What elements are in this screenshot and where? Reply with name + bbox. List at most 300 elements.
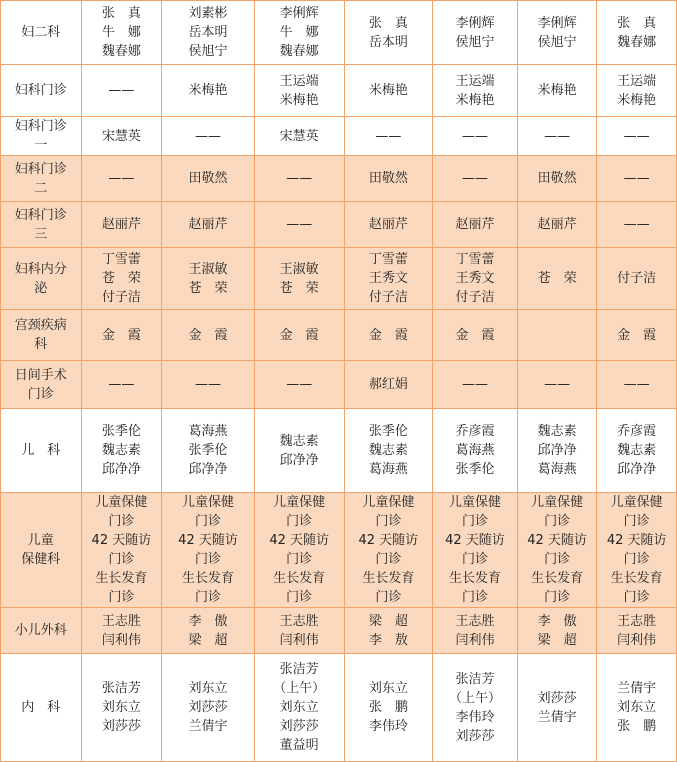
staff-name: 张季伦 [455,462,495,477]
department-label: 科 [34,337,48,352]
schedule-cell [344,310,433,361]
staff-name: 张洁芳 [101,681,141,696]
schedule-cell [81,654,162,762]
no-schedule-dash: —— [461,377,488,392]
staff-name: 李俐辉 [537,15,577,31]
staff-name: 门诊 [623,514,650,529]
staff-name: 兰倩宇 [188,719,228,734]
schedule-cell [81,65,162,117]
schedule-cell [162,1,255,65]
schedule-cell [597,310,677,361]
schedule-cell [162,608,255,654]
staff-name: 付子洁 [455,290,495,305]
schedule-cell [344,156,433,202]
staff-name: 魏志素 [279,433,319,449]
schedule-cell [344,608,433,654]
schedule-cell [517,310,597,361]
staff-name: 儿童保健 [95,495,148,510]
department-cell [1,202,82,248]
staff-name: 刘莎莎 [455,728,495,744]
department-label: 妇科门诊 [14,119,67,134]
table-row [1,202,677,248]
staff-name: 苍 荣 [279,280,319,296]
no-schedule-dash: —— [623,128,650,144]
table-row [1,248,677,310]
staff-name: 赵丽芹 [188,217,228,232]
table-row [1,310,677,361]
staff-name: 张季伦 [368,424,408,439]
schedule-cell [162,156,255,202]
staff-name: 张 真 [617,15,657,31]
staff-name: 42 天随访 [178,533,238,548]
department-label: 三 [34,226,48,242]
schedule-cell [344,65,433,117]
staff-name: 丁雪蕾 [368,252,408,267]
department-cell [1,156,82,202]
staff-name: 宋慧英 [101,128,141,144]
schedule-cell [517,654,597,762]
schedule-cell [254,493,344,608]
staff-name: 郝红娟 [368,377,408,392]
staff-name: 生长发育 [448,571,501,586]
staff-name: 儿童保健 [273,495,326,510]
schedule-cell [254,202,344,248]
schedule-cell [344,493,433,608]
schedule-cell [162,310,255,361]
schedule-cell [254,310,344,361]
schedule-cell [433,65,518,117]
staff-name: 葛海燕 [537,462,577,477]
staff-name: 魏春娜 [101,44,141,59]
staff-name: 金 霞 [455,327,495,343]
staff-name: 闫利伟 [101,632,141,648]
staff-name: 王志胜 [617,613,657,629]
staff-name: 张 鹏 [617,719,657,734]
schedule-cell [517,493,597,608]
staff-name: 赵丽芹 [537,217,577,232]
schedule-cell [162,248,255,310]
no-schedule-dash: —— [623,217,650,232]
staff-name: 梁 超 [368,613,408,629]
no-schedule-dash: —— [108,171,135,186]
staff-name: 乔彦霞 [617,424,657,439]
schedule-cell [162,117,255,156]
schedule-cell [254,156,344,202]
no-schedule-dash: —— [544,377,571,392]
staff-name: 梁 超 [188,632,228,648]
staff-name: 赵丽芹 [455,217,495,232]
schedule-cell [344,409,433,493]
no-schedule-dash: —— [286,217,313,232]
staff-name: （上午） [273,681,326,696]
staff-name: 42 天随访 [91,533,152,548]
staff-name: 门诊 [623,590,650,605]
staff-name: 米梅艳 [279,92,319,108]
department-cell [1,117,82,156]
staff-name: 儿童保健 [182,495,235,510]
staff-name: 金 霞 [101,327,141,343]
table-row [1,156,677,202]
staff-name: 魏志素 [368,443,408,458]
staff-name: 儿童保健 [610,495,663,510]
staff-name: 王运端 [455,73,495,89]
staff-name: 董益明 [279,738,319,753]
staff-name: 葛海燕 [188,424,228,439]
staff-name: 乔彦霞 [455,424,495,439]
staff-name: 王秀文 [368,271,408,286]
staff-name: 兰倩宇 [617,681,657,696]
staff-name: 李伟玲 [368,719,408,734]
staff-name: 门诊 [461,590,488,605]
table-row [1,409,677,493]
staff-name: 刘东立 [617,700,657,715]
staff-name: 门诊 [544,590,571,605]
department-label: 妇科门诊 [14,83,67,98]
department-label: 宫颈疾病 [14,318,67,333]
schedule-cell [162,202,255,248]
department-cell [1,65,82,117]
table-row [1,117,677,156]
staff-name: 张季伦 [101,424,141,439]
schedule-cell [254,361,344,409]
staff-name: 王运端 [617,73,657,89]
staff-name: 门诊 [544,552,571,567]
staff-name: 金 霞 [279,327,319,343]
staff-name: 侯旭宁 [537,34,577,50]
staff-name: 42 天随访 [606,533,667,548]
staff-name: 生长发育 [273,571,326,586]
schedule-cell [254,65,344,117]
no-schedule-dash: —— [623,377,650,392]
schedule-cell [81,248,162,310]
staff-name: 邱净净 [188,462,228,477]
staff-name: 门诊 [286,552,313,567]
no-schedule-dash: —— [195,377,222,392]
schedule-cell [254,1,344,65]
schedule-cell [433,310,518,361]
schedule-cell [517,1,597,65]
staff-name: 王运端 [279,73,319,89]
schedule-cell [597,361,677,409]
staff-name: 门诊 [108,514,135,529]
staff-name: 李俐辉 [455,15,495,31]
schedule-cell [433,1,518,65]
staff-name: 张季伦 [188,443,228,458]
staff-name: 王志胜 [455,613,495,629]
schedule-cell [433,202,518,248]
department-cell [1,248,82,310]
schedule-cell [517,117,597,156]
department-label: 小儿外科 [14,623,67,638]
staff-name: 儿童保健 [448,495,501,510]
department-label: 儿童 [27,533,54,548]
staff-name: 王秀文 [455,271,495,286]
staff-name: 岳本明 [368,34,408,50]
staff-name: 牛 娜 [279,25,319,40]
staff-name: 李 傲 [188,613,228,629]
department-label: 一 [34,138,48,153]
staff-name: 儿童保健 [362,495,415,510]
schedule-cell [162,654,255,762]
staff-name: 门诊 [461,514,488,529]
staff-name: 赵丽芹 [368,217,408,232]
schedule-cell [162,493,255,608]
staff-name: 魏春娜 [279,44,319,59]
schedule-cell [254,654,344,762]
staff-name: 葛海燕 [368,462,408,477]
staff-name: （上午） [448,690,501,706]
staff-name: 门诊 [108,552,135,567]
schedule-cell [81,156,162,202]
table-row [1,361,677,409]
staff-name: 田敬然 [368,171,408,186]
staff-name: 兰倩宇 [537,709,577,725]
staff-name: 田敬然 [537,171,577,186]
staff-name: 门诊 [375,590,402,605]
staff-name: 刘东立 [101,700,141,715]
staff-name: 金 霞 [617,327,657,343]
schedule-cell [597,409,677,493]
schedule-cell [81,202,162,248]
staff-name: 付子洁 [101,290,141,305]
staff-name: 张 鹏 [368,700,408,715]
schedule-cell [517,608,597,654]
department-cell [1,361,82,409]
staff-name: 苍 荣 [188,280,228,296]
department-label: 妇科门诊 [14,207,67,223]
staff-name: 刘东立 [188,681,228,696]
schedule-cell [597,117,677,156]
staff-name: 邱净净 [537,443,577,458]
schedule-cell [597,156,677,202]
no-schedule-dash: —— [544,128,571,144]
department-cell [1,310,82,361]
staff-name: 门诊 [195,514,222,529]
staff-name: 米梅艳 [455,92,495,108]
staff-name: 42 天随访 [358,533,419,548]
no-schedule-dash: —— [623,171,650,186]
schedule-cell [81,493,162,608]
schedule-cell [433,248,518,310]
schedule-cell [597,654,677,762]
schedule-cell [433,361,518,409]
staff-name: 李 敖 [368,632,408,648]
schedule-cell [254,409,344,493]
staff-name: 儿童保健 [531,495,584,510]
schedule-cell [162,65,255,117]
staff-name: 梁 超 [537,632,577,648]
staff-name: 刘莎莎 [537,690,577,706]
schedule-cell [597,65,677,117]
staff-name: 张 真 [101,6,141,21]
schedule-cell [344,117,433,156]
schedule-cell [597,202,677,248]
staff-name: 门诊 [195,552,222,567]
staff-name: 门诊 [108,590,135,605]
staff-name: 侯旭宁 [455,34,495,50]
staff-name: 生长发育 [531,571,584,586]
schedule-cell [517,65,597,117]
staff-name: 刘东立 [368,681,408,696]
staff-name: 王淑敏 [279,261,319,277]
schedule-cell [597,1,677,65]
staff-name: 王淑敏 [188,261,228,277]
staff-name: 邱净净 [279,452,319,468]
staff-name: 邱净净 [101,462,141,477]
schedule-cell [254,248,344,310]
no-schedule-dash: —— [375,128,402,144]
department-label: 泌 [34,280,48,296]
staff-name: 魏志素 [101,443,141,458]
staff-name: 米梅艳 [188,83,228,98]
no-schedule-dash: —— [108,377,135,392]
schedule-cell [344,361,433,409]
staff-name: 米梅艳 [368,83,408,98]
staff-name: 金 霞 [188,327,228,343]
schedule-cell [517,361,597,409]
staff-name: 王志胜 [101,613,141,629]
staff-name: 李 傲 [537,613,577,629]
staff-name: 闫利伟 [279,632,319,648]
staff-name: 门诊 [195,590,222,605]
staff-name: 门诊 [623,552,650,567]
staff-name: 闫利伟 [617,632,657,648]
staff-name: 刘莎莎 [101,719,141,734]
department-label: 内 科 [21,700,61,715]
schedule-cell [433,409,518,493]
staff-name: 刘素彬 [188,6,228,21]
schedule-cell [517,409,597,493]
staff-name: 付子洁 [617,271,657,286]
staff-name: 李俐辉 [279,6,319,21]
schedule-cell [81,608,162,654]
schedule-cell [517,156,597,202]
department-cell [1,654,82,762]
staff-name: 刘莎莎 [279,719,319,734]
department-cell [1,608,82,654]
department-cell [1,1,82,65]
schedule-cell [433,156,518,202]
schedule-cell [517,248,597,310]
department-label: 儿 科 [21,443,61,458]
schedule-cell [254,608,344,654]
schedule-cell [433,654,518,762]
table-row [1,493,677,608]
staff-name: 付子洁 [368,290,408,305]
staff-name: 生长发育 [95,571,148,586]
staff-name: 门诊 [286,514,313,529]
table-row [1,1,677,65]
schedule-cell [344,202,433,248]
no-schedule-dash: —— [108,83,135,98]
department-label: 妇科门诊 [14,161,67,177]
staff-name: 侯旭宁 [188,44,228,59]
staff-name: 张洁芳 [455,671,495,687]
schedule-cell [433,117,518,156]
staff-name: 42 天随访 [269,533,330,548]
department-label: 保健科 [21,552,61,567]
schedule-cell [433,608,518,654]
staff-name: 葛海燕 [455,443,495,458]
staff-name: 门诊 [461,552,488,567]
staff-name: 李伟玲 [455,709,495,725]
schedule-cell [81,1,162,65]
staff-name: 门诊 [544,514,571,529]
staff-name: 生长发育 [182,571,235,586]
staff-name: 魏春娜 [617,34,657,50]
schedule-cell [344,1,433,65]
no-schedule-dash: —— [461,128,488,144]
department-label: 日间手术 [14,367,67,383]
schedule-cell [344,248,433,310]
department-label: 妇科内分 [14,261,67,277]
staff-name: 魏志素 [537,424,577,439]
staff-name: 闫利伟 [455,632,495,648]
schedule-cell [517,202,597,248]
schedule-cell [597,493,677,608]
department-label: 门诊 [27,386,54,402]
no-schedule-dash: —— [286,171,313,186]
schedule-cell [597,608,677,654]
no-schedule-dash: —— [461,171,488,186]
staff-name: 张 真 [368,15,408,31]
staff-name: 米梅艳 [617,92,657,108]
schedule-cell [254,117,344,156]
table-row [1,608,677,654]
department-cell [1,493,82,608]
department-label: 二 [34,180,48,196]
staff-name: 生长发育 [610,571,663,586]
staff-name: 张洁芳 [279,662,319,677]
schedule-cell [81,117,162,156]
staff-name: 苍 荣 [537,271,577,286]
staff-name: 门诊 [375,514,402,529]
staff-name: 魏志素 [617,443,657,458]
staff-name: 门诊 [286,590,313,605]
schedule-cell [597,248,677,310]
staff-name: 42 天随访 [445,533,505,548]
department-cell [1,409,82,493]
staff-name: 王志胜 [279,613,319,629]
schedule-cell [81,310,162,361]
staff-name: 赵丽芹 [101,217,141,232]
staff-name: 宋慧英 [279,128,319,144]
staff-name: 米梅艳 [537,83,577,98]
staff-name: 刘莎莎 [188,700,228,715]
staff-name: 丁雪蕾 [455,252,495,267]
staff-name: 邱净净 [617,462,657,477]
staff-name: 生长发育 [362,571,415,586]
table-row [1,654,677,762]
schedule-cell [433,493,518,608]
staff-name: 金 霞 [368,327,408,343]
staff-name: 牛 娜 [101,25,141,40]
staff-name: 岳本明 [188,25,228,40]
schedule-cell [81,361,162,409]
no-schedule-dash: —— [195,128,222,144]
no-schedule-dash: —— [286,377,313,392]
department-label: 妇二科 [21,25,61,40]
staff-name: 田敬然 [188,171,228,186]
schedule-cell [344,654,433,762]
schedule-cell [162,409,255,493]
table-row [1,65,677,117]
schedule-cell [81,409,162,493]
staff-name: 门诊 [375,552,402,567]
staff-name: 丁雪蕾 [101,252,141,267]
schedule-cell [162,361,255,409]
staff-name: 42 天随访 [527,533,587,548]
